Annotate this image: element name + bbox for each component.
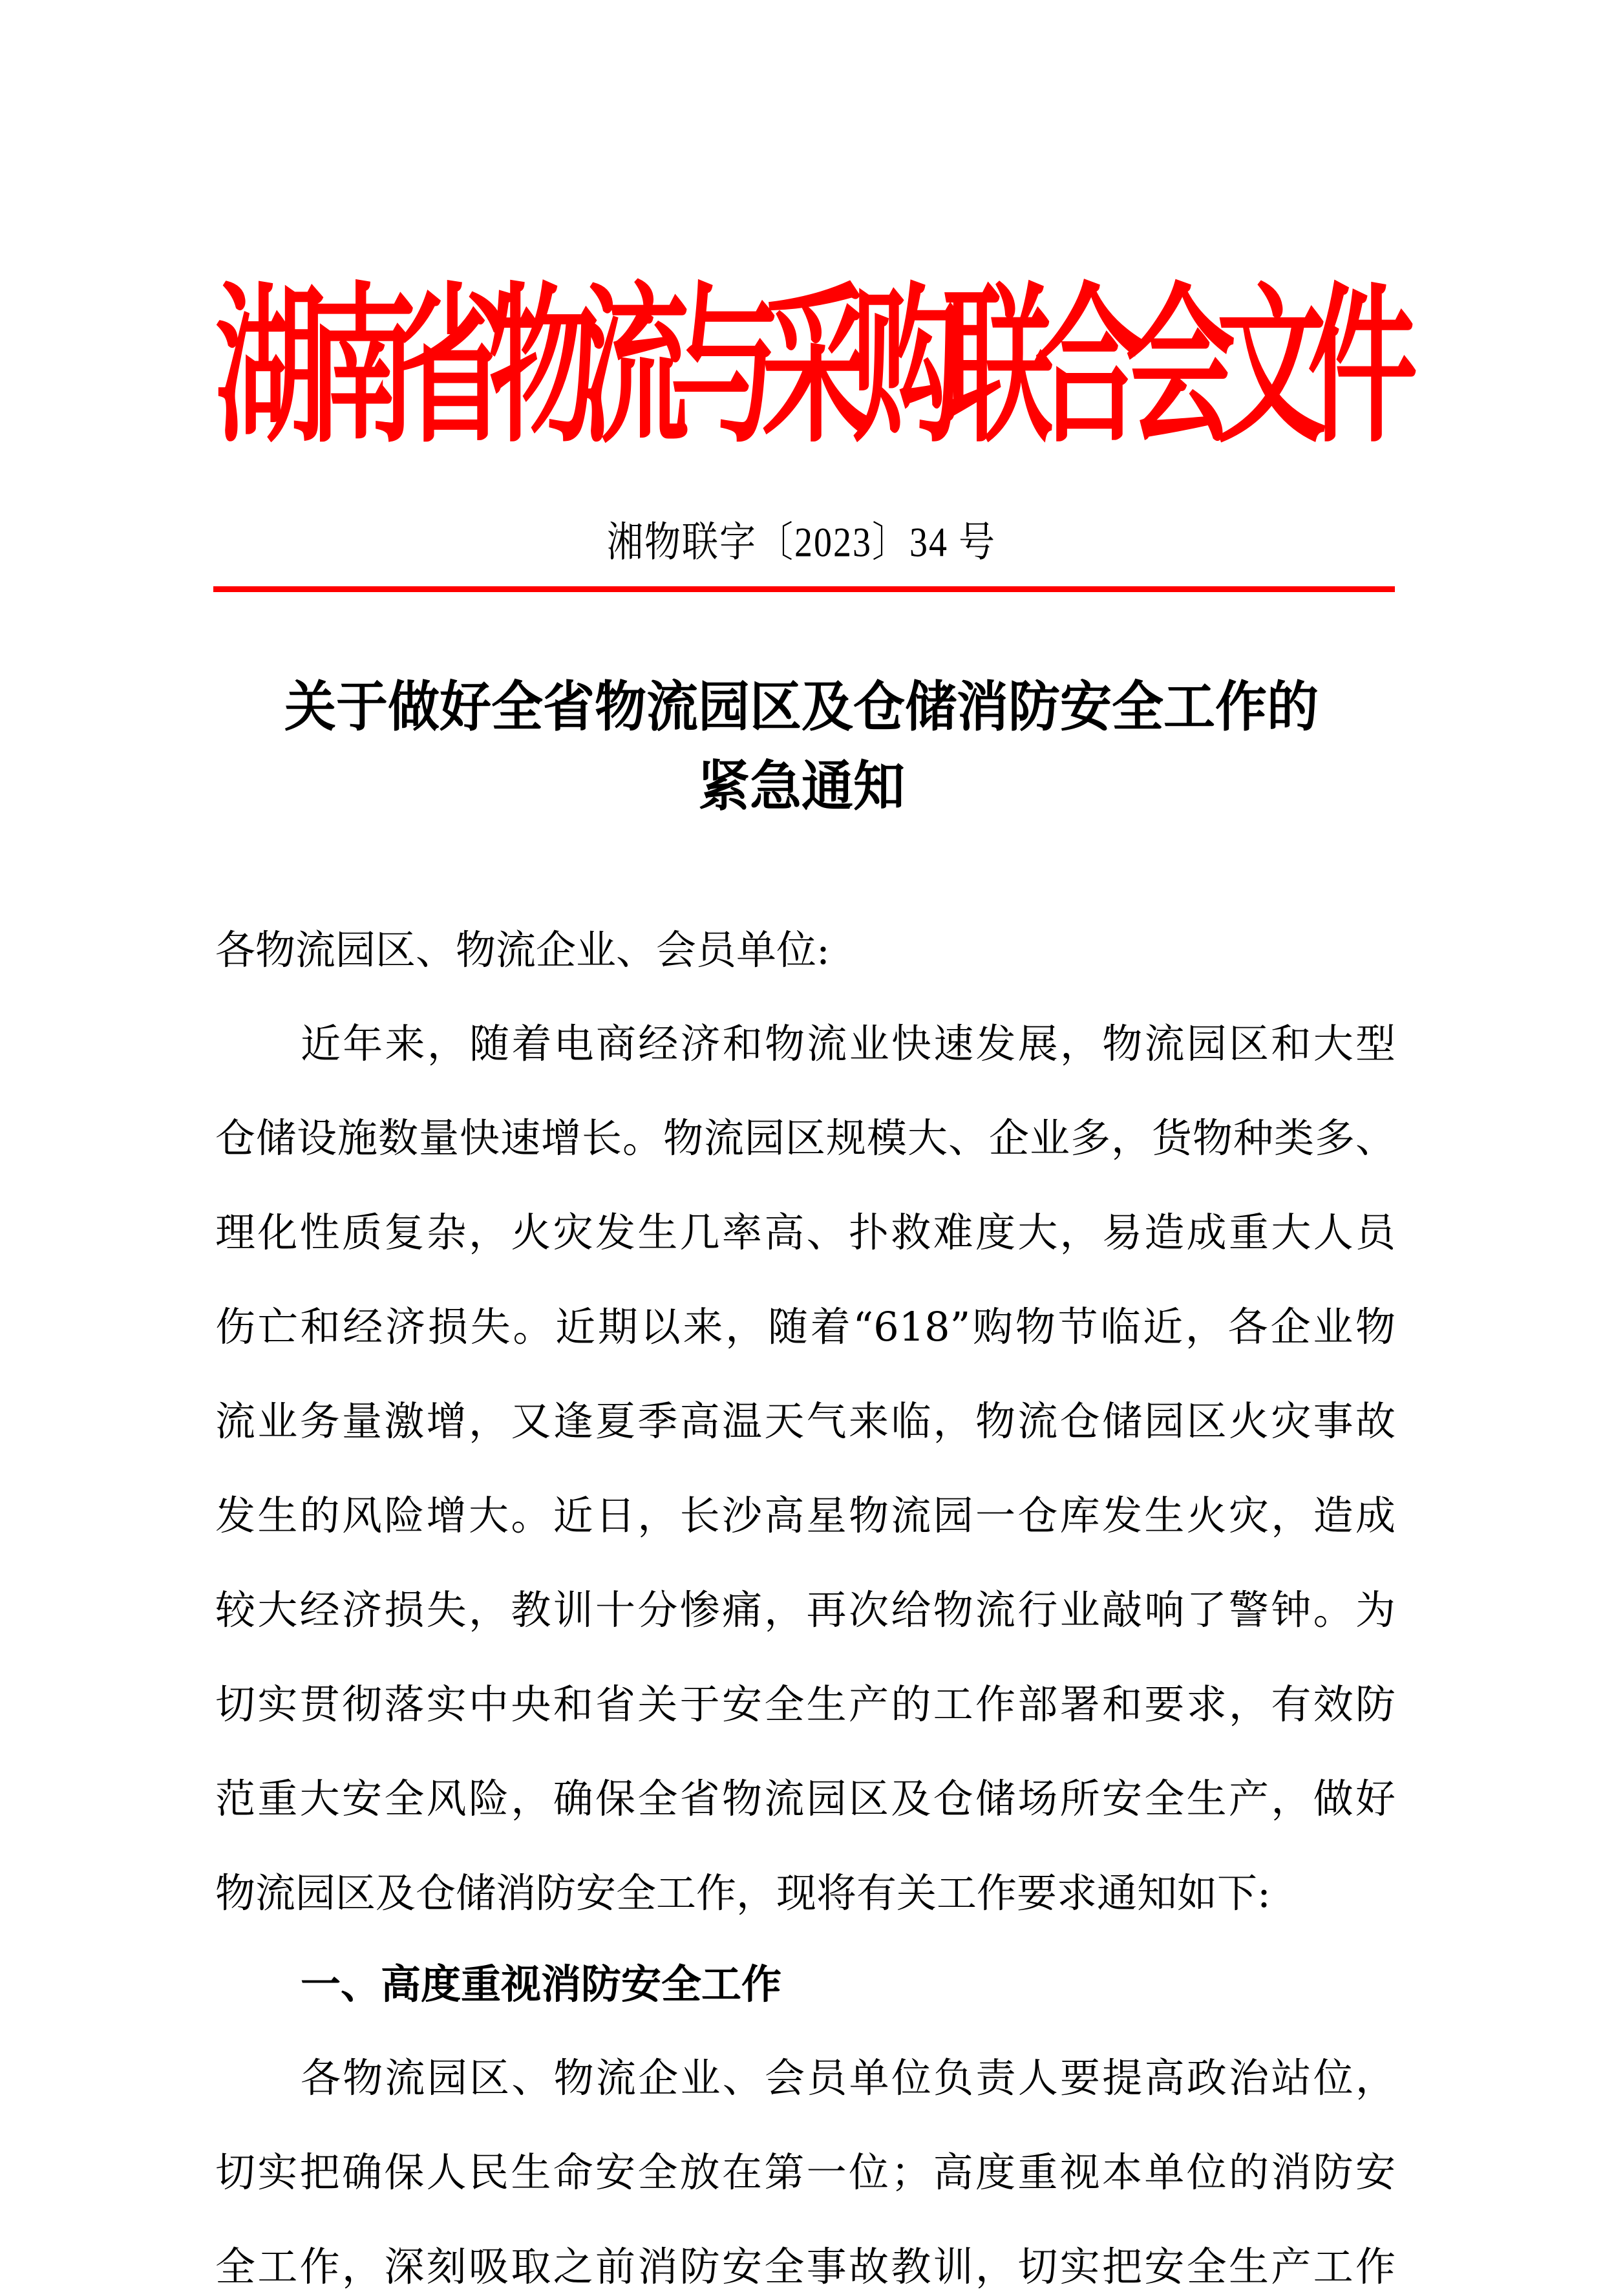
org-title-char: 购 — [852, 274, 962, 463]
paragraph-line: 物流园区及仓储消防安全工作，现将有关工作要求通知如下: — [215, 1869, 1271, 1917]
paragraph-line: 范重大安全风险，确保全省物流园区及仓储场所安全生产，做好 — [215, 1775, 1396, 1822]
paragraph-line: 切实把确保人民生命安全放在第一位；高度重视本单位的消防安 — [215, 2149, 1396, 2196]
document-title-line-1: 关于做好全省物流园区及仓储消防安全工作的 — [284, 677, 1319, 738]
org-title-char: 合 — [1034, 274, 1145, 463]
org-title-char: 文 — [1216, 274, 1327, 463]
paragraph-line: 仓储设施数量快速增长。物流园区规模大、企业多，货物种类多、 — [215, 1114, 1396, 1162]
org-title-char: 南 — [306, 274, 416, 463]
org-title-char: 与 — [670, 274, 781, 463]
paragraph-line: 各物流园区、物流企业、会员单位负责人要提高政治站位， — [301, 2054, 1396, 2101]
org-title-char: 流 — [579, 274, 690, 463]
document-number — [0, 517, 1603, 569]
paragraph-line: 切实贯彻落实中央和省关于安全生产的工作部署和要求，有效防 — [215, 1681, 1396, 1728]
paragraph-line: 近年来，随着电商经济和物流业快速发展，物流园区和大型 — [301, 1020, 1396, 1067]
salutation: 各物流园区、物流企业、会员单位: — [215, 926, 830, 973]
paragraph-line: 理化性质复杂，火灾发生几率高、扑救难度大，易造成重大人员 — [215, 1209, 1396, 1256]
org-title-char: 采 — [761, 274, 871, 463]
org-red-header — [215, 274, 1417, 463]
paragraph-line: 较大经济损失，教训十分惨痛，再次给物流行业敲响了警钟。为 — [215, 1586, 1396, 1633]
org-title-char: 省 — [397, 274, 507, 463]
org-title-char: 联 — [943, 274, 1054, 463]
paragraph-line: 全工作，深刻吸取之前消防安全事故教训，切实把安全生产工作 — [215, 2243, 1396, 2290]
org-title-char: 会 — [1125, 274, 1236, 463]
section-heading-1: 一、高度重视消防安全工作 — [301, 1961, 782, 2008]
document-title-line-2: 紧急通知 — [698, 757, 905, 818]
document-number-text: 湘物联字〔2023〕34 号 — [607, 520, 996, 566]
red-divider-rule — [213, 586, 1395, 592]
paragraph-line: 发生的风险增大。近日，长沙高星物流园一仓库发生火灾，造成 — [215, 1492, 1396, 1539]
org-title-char: 件 — [1307, 274, 1417, 463]
org-title-char: 湖 — [215, 274, 326, 463]
paragraph-line: 伤亡和经济损失。近期以来，随着“618”购物节临近，各企业物 — [215, 1303, 1396, 1350]
org-title-char: 物 — [488, 274, 599, 463]
paragraph-line: 流业务量激增，又逢夏季高温天气来临，物流仓储园区火灾事故 — [215, 1398, 1396, 1445]
